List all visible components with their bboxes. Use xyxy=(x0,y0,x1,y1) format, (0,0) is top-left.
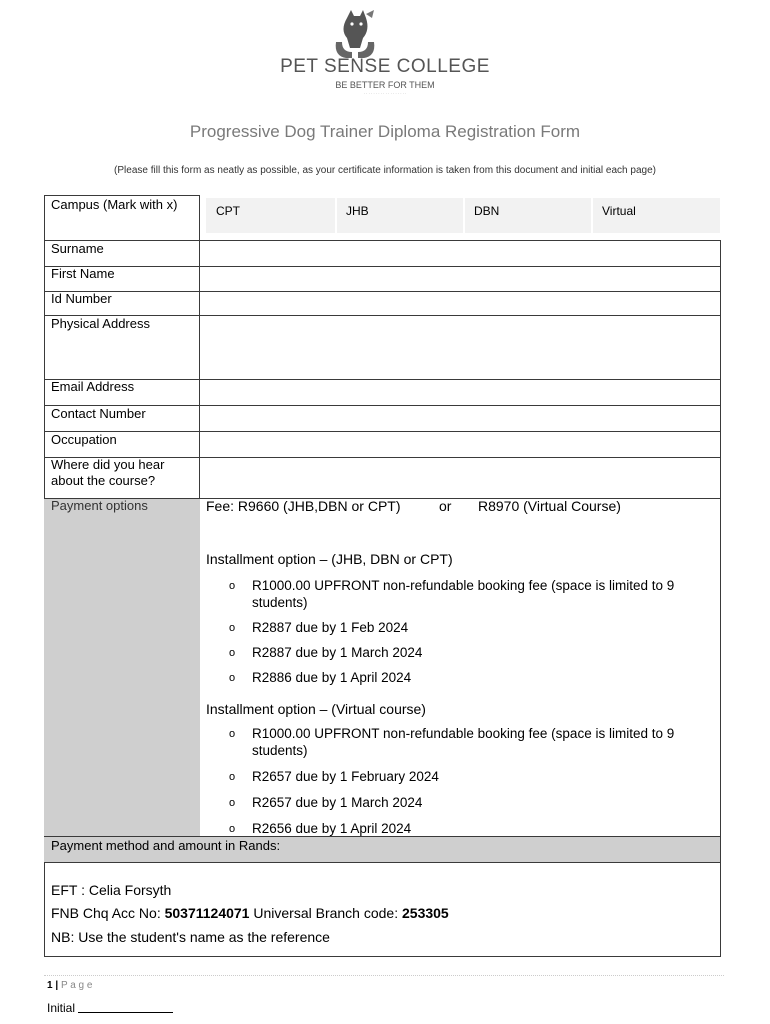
bullet: o xyxy=(229,797,236,809)
installment2-item-4: R2656 due by 1 April 2024 xyxy=(252,821,412,836)
physical-address-input[interactable] xyxy=(201,317,719,378)
contact-label: Contact Number xyxy=(51,406,146,421)
or-text: or xyxy=(439,498,452,514)
initial-label: Initial xyxy=(47,1001,76,1015)
contact-input[interactable] xyxy=(201,407,719,430)
installment1-item-4: R2886 due by 1 April 2024 xyxy=(252,670,412,685)
campus-option-jhb: JHB xyxy=(346,204,369,218)
virtual-fee-text: R8970 (Virtual Course) xyxy=(478,498,621,514)
id-number-input[interactable] xyxy=(201,293,719,314)
bullet: o xyxy=(229,647,236,659)
installment-title-2: Installment option – (Virtual course) xyxy=(206,701,426,717)
branch-prefix: Universal Branch code: xyxy=(249,905,402,921)
surname-input[interactable] xyxy=(201,242,719,265)
bullet: o xyxy=(229,771,236,783)
tagline: BE BETTER FOR THEM xyxy=(335,80,435,90)
branch-code: 253305 xyxy=(402,905,449,921)
bullet: o xyxy=(229,728,236,740)
payment-options-label-cell xyxy=(44,499,200,837)
occupation-label: Occupation xyxy=(51,432,117,447)
page-footer xyxy=(47,977,92,994)
page-word: P a g e xyxy=(60,980,93,991)
reference-note: NB: Use the student's name as the reference xyxy=(51,929,330,945)
bullet: o xyxy=(229,622,236,634)
email-input[interactable] xyxy=(201,381,719,404)
installment1-item-1: R1000.00 UPFRONT non-refundable booking fee (space is limited to 9 students) xyxy=(252,578,675,610)
eft-name: EFT : Celia Forsyth xyxy=(51,882,172,898)
installment2-item-2: R2657 due by 1 February 2024 xyxy=(252,769,439,784)
surname-label: Surname xyxy=(51,241,104,256)
hear-about-input[interactable] xyxy=(201,459,719,497)
page-number: 1 xyxy=(47,980,53,991)
first-name-input[interactable] xyxy=(201,268,719,290)
hear-label-line2: about the course? xyxy=(51,473,156,488)
email-label: Email Address xyxy=(51,379,135,394)
payment-method-heading: Payment method and amount in Rands: xyxy=(51,838,281,853)
bullet: o xyxy=(229,580,236,592)
campus-option-dbn: DBN xyxy=(474,204,500,218)
account-number: 50371124071 xyxy=(164,905,250,921)
page-separator: | xyxy=(55,980,59,991)
installment2-item-1: R1000.00 UPFRONT non-refundable booking fee (space is limited to 9 students) xyxy=(252,726,675,758)
initial-line[interactable] xyxy=(78,1012,173,1013)
acc-prefix: FNB Chq Acc No: xyxy=(51,905,165,921)
campus-label: Campus (Mark with x) xyxy=(51,197,178,212)
bank-details xyxy=(51,905,449,922)
payment-options-label: Payment options xyxy=(51,498,148,513)
physical-address-label: Physical Address xyxy=(51,316,150,331)
occupation-input[interactable] xyxy=(201,433,719,456)
bullet: o xyxy=(229,672,236,684)
form-title: Progressive Dog Trainer Diploma Registration Form xyxy=(189,122,581,141)
dog-in-hands-logo-icon xyxy=(330,8,380,60)
fee-text: Fee: R9660 (JHB,DBN or CPT) xyxy=(206,498,401,514)
installment2-item-3: R2657 due by 1 March 2024 xyxy=(252,795,423,810)
hear-label-line1: Where did you hear xyxy=(51,457,165,472)
id-number-label: Id Number xyxy=(51,291,112,306)
installment1-item-2: R2887 due by 1 Feb 2024 xyxy=(252,620,409,635)
installment-title-1: Installment option – (JHB, DBN or CPT) xyxy=(206,551,453,567)
first-name-label: First Name xyxy=(51,266,115,281)
tagline-underline: · · · · · · · · · · · · · · · · · · xyxy=(363,91,407,96)
footer-rule xyxy=(44,975,724,976)
installment1-item-3: R2887 due by 1 March 2024 xyxy=(252,645,423,660)
campus-option-cpt: CPT xyxy=(216,204,240,218)
bullet: o xyxy=(229,823,236,835)
campus-option-virtual: Virtual xyxy=(602,204,636,218)
college-name: PET SENSE COLLEGE xyxy=(280,56,490,77)
instructions: (Please fill this form as neatly as possible, as your certificate information is taken from this document and initial each page) xyxy=(114,165,656,176)
